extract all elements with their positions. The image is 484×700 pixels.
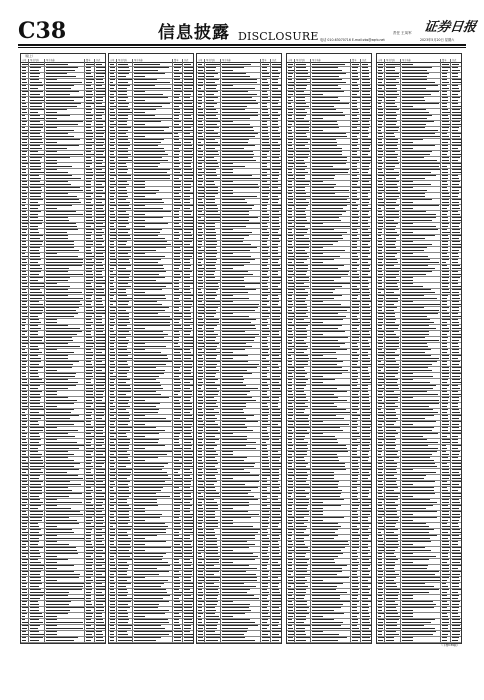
table-header-cell: 方式 — [362, 59, 367, 62]
masthead-rule-thick — [18, 44, 466, 46]
table-body — [287, 63, 371, 643]
table-column-4 — [286, 53, 372, 644]
table-header-cell: 费率 — [174, 59, 179, 62]
table-row — [21, 639, 105, 642]
table-column-1 — [20, 53, 106, 644]
table-row — [197, 639, 281, 642]
masthead-rule-thin — [18, 47, 466, 48]
table-column-3 — [196, 53, 282, 644]
table-column-2 — [108, 53, 194, 644]
table-header-cell: 费率 — [262, 59, 267, 62]
table-header-cell: 基金名称 — [312, 59, 321, 62]
table-header-cell: 基金代码 — [30, 59, 39, 62]
table-header-cell: 方式 — [96, 59, 101, 62]
table-header-cell: 序号 — [110, 59, 115, 62]
table-row — [109, 639, 193, 642]
table-header-cell: 基金代码 — [118, 59, 127, 62]
table-header-cell: 方式 — [184, 59, 189, 62]
table-header-cell: 基金代码 — [206, 59, 215, 62]
table-header-cell: 基金名称 — [222, 59, 231, 62]
newspaper-logo: 证券日报 — [423, 20, 478, 35]
issue-date: 2023年5月20日 星期六 — [420, 38, 455, 42]
table-header-cell: 基金代码 — [296, 59, 305, 62]
table-header-cell: 基金名称 — [46, 59, 55, 62]
table-header-cell: 方式 — [272, 59, 277, 62]
table-header-cell: 费率 — [352, 59, 357, 62]
table-header-cell: 序号 — [288, 59, 293, 62]
table-body — [197, 63, 281, 643]
table-title: （续上） — [23, 54, 36, 58]
table-header-cell: 序号 — [22, 59, 27, 62]
section-title-english: DISCLOSURE — [238, 30, 319, 43]
contact-info: 电话 010-63070716 E-mail:zbs@zqrb.net — [320, 38, 385, 42]
table-header-cell: 基金名称 — [134, 59, 143, 62]
table-header-cell: 费率 — [86, 59, 91, 62]
page-number: C38 — [18, 18, 67, 44]
table-body — [21, 63, 105, 643]
masthead — [0, 0, 484, 44]
editor-credit: 责任 王凤军 — [393, 31, 412, 35]
table-body — [109, 63, 193, 643]
section-title: 信息披露 — [158, 23, 230, 43]
table-header-cell: 序号 — [198, 59, 203, 62]
